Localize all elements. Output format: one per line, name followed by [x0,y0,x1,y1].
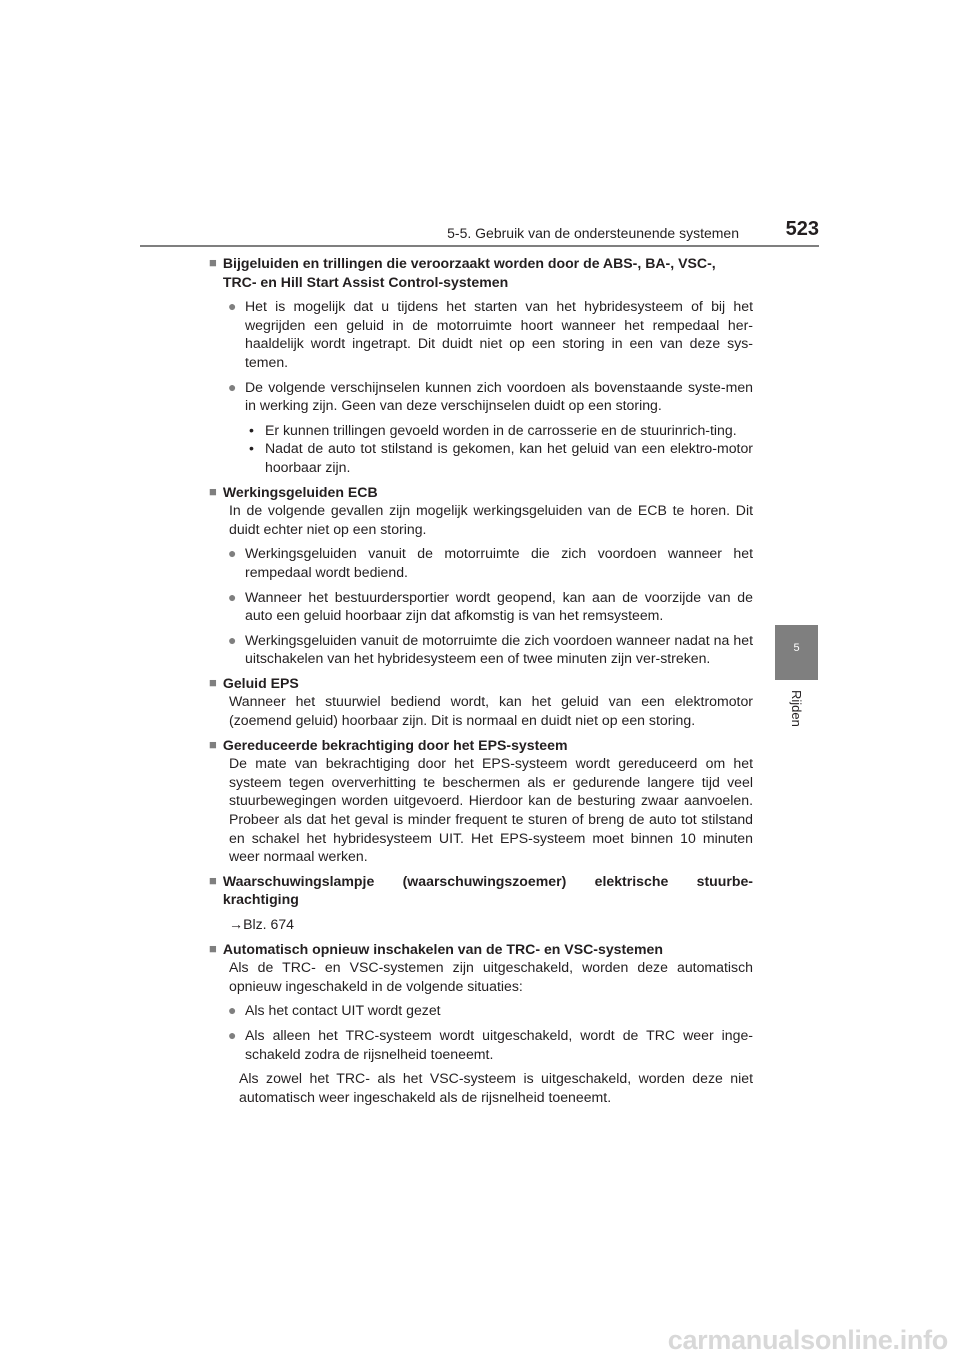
header-rule [140,245,819,247]
page-number: 523 [785,218,819,240]
circle-bullet-icon: ● [228,298,237,315]
circle-bullet-icon: ● [228,1002,237,1019]
list-item: ● Werkingsgeluiden vanuit de motorruimte die zich voordoen wanneer nadat na het uitschakelen van het hybridesysteem een of twee minuten zijn ver-streken. [228,631,753,667]
section-body: Als de TRC- en VSC-systemen zijn uitgeschakeld, worden deze automatisch opnieuw ingeschakeld in de volgende situaties: [229,959,753,994]
list-item: ● Als alleen het TRC-systeem wordt uitgeschakeld, wordt de TRC weer inge-schakeld zodra de rijsnelheid toeneemt. [228,1026,753,1062]
section-ecb-noise [209,483,753,668]
section-warning-light [209,872,753,934]
square-bullet-icon: ■ [209,483,217,499]
chapter-tab [775,625,818,680]
page-header [140,218,819,246]
chapter-label: Rijden [789,690,804,727]
section-heading: ■ Bijgeluiden en trillingen die veroorzaakt worden door de ABS-, BA-, VSC-, TRC- en Hill Start Assist Control-systemen [209,255,716,290]
section-heading: ■ Gereduceerde bekrachtiging door het EPS-systeem [209,736,568,753]
square-bullet-icon: ■ [209,736,217,752]
circle-bullet-icon: ● [228,545,237,562]
square-bullet-icon: ■ [209,255,217,270]
follow-up-note: Als zowel het TRC- als het VSC-systeem is uitgeschakeld, worden deze niet automatisch weer ingeschakeld als de rijsnelheid toeneemt. [239,1070,753,1105]
circle-bullet-icon: ● [228,378,237,395]
list-item: ● Het is mogelijk dat u tijdens het starten van het hybridesysteem of bij het wegrijden een geluid in de motorruimte hoort wanneer het rempedaal her-haaldelijk wordt ingetrapt. Dit duidt niet op een storing in een van deze sys-temen. [228,298,753,370]
circle-bullet-icon: ● [228,588,237,605]
section-heading: ■ Automatisch opnieuw inschakelen van de TRC- en VSC-systemen [209,940,664,957]
section-body: In de volgende gevallen zijn mogelijk werkingsgeluiden van de ECB te horen. Dit duidt echter niet op een storing. [229,502,753,537]
section-eps-reduced [209,736,753,866]
section-eps-sound [209,674,753,730]
sub-list-item: • Er kunnen trillingen gevoeld worden in de carrosserie en de stuurinrich-ting. [249,421,737,438]
section-abs-noise [209,254,753,477]
square-bullet-icon: ■ [209,674,217,690]
small-bullet-icon: • [249,440,254,457]
watermark: carmanualsonline.info [667,1325,948,1355]
list-item: ● Wanneer het bestuurdersportier wordt geopend, kan aan de voorzijde van de auto een geluid hoorbaar zijn dat afkomstig is van het remsysteem. [228,588,753,624]
list-item: ● Als het contact UIT wordt gezet [228,1002,441,1019]
square-bullet-icon: ■ [209,872,217,888]
list-item: ● De volgende verschijnselen kunnen zich voordoen als bovenstaande syste-men in werking zijn. Geen van deze verschijnselen duidt op een storing. [228,378,753,414]
list-item: ● Werkingsgeluiden vanuit de motorruimte die zich voordoen wanneer het rempedaal wordt bediend. [228,545,753,580]
section-trc-vsc-reenable [209,940,753,1107]
page-content [209,254,753,1112]
section-heading: ■ Geluid EPS [209,674,299,691]
chapter-number: 5 [793,642,800,654]
square-bullet-icon: ■ [209,940,217,956]
circle-bullet-icon: ● [228,1026,237,1043]
section-heading: ■ Waarschuwingslampje (waarschuwingszoemer) elektrische stuurbe-krachtiging [209,872,753,908]
sub-list-item: • Nadat de auto tot stilstand is gekomen, kan het geluid van een elektro-motor hoorbaar zijn. [249,440,753,475]
section-body: De mate van bekrachtiging door het EPS-systeem wordt gereduceerd om het systeem tegen oververhitting te beschermen als er gedurende langere tijd veel stuurbewegingen worden uitgevoerd. Hierdoor kan de besturing zwaar aanvoelen. Probeer als dat het geval is minder frequent te sturen of breng de auto tot stilstand en schakel het hybridesysteem UIT. Het EPS-systeem moet binnen 10 minuten weer normaal werken. [229,755,753,865]
section-title: 5-5. Gebruik van de ondersteunende systemen [447,225,739,241]
sub-list [249,421,753,477]
section-body: Wanneer het stuurwiel bediend wordt, kan het geluid van een elektromotor (zoemend geluid) hoorbaar zijn. Dit is normaal en duidt niet op een storing. [229,693,753,729]
small-bullet-icon: • [249,421,254,438]
page-reference-link[interactable]: →Blz. 674 [229,916,295,932]
section-heading: ■ Werkingsgeluiden ECB [209,483,378,500]
circle-bullet-icon: ● [228,631,237,648]
